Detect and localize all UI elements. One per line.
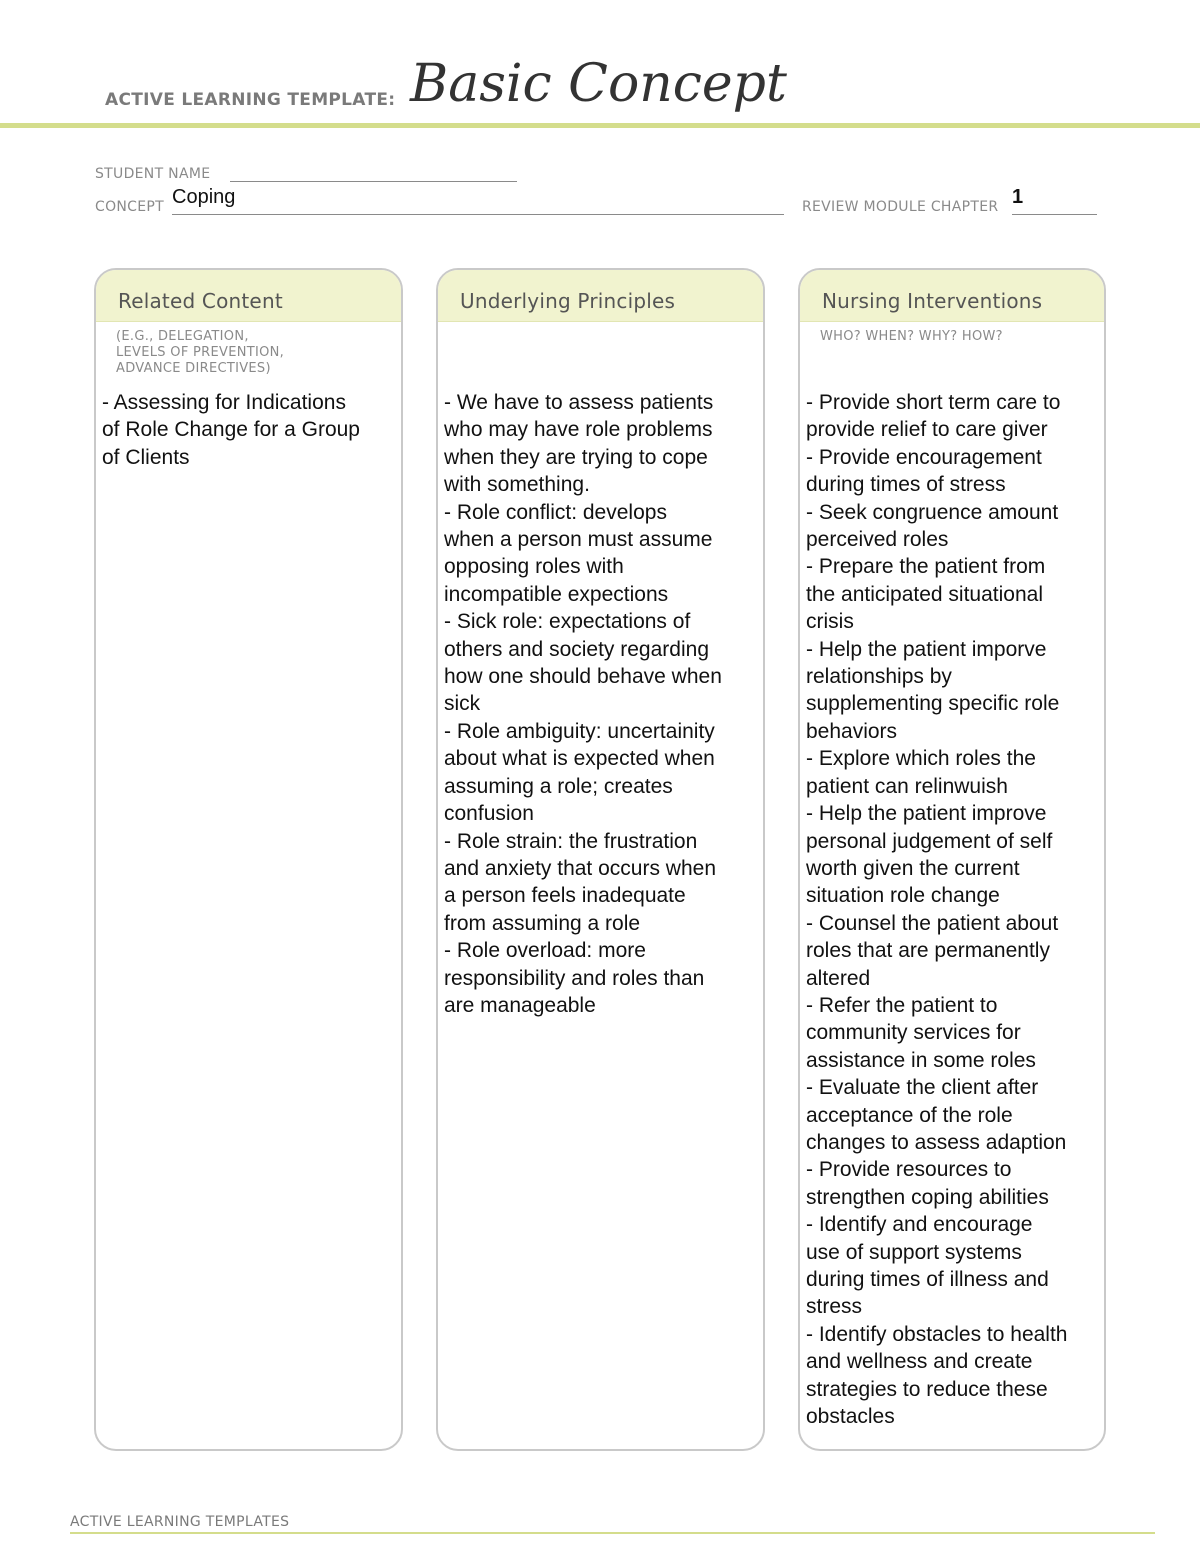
student-name-label: STUDENT NAME [95, 166, 211, 182]
text-line: changes to assess adaption [806, 1130, 1067, 1154]
text-line: - Refer the patient to [806, 993, 998, 1017]
text-line: - Role strain: the frustration [444, 829, 698, 853]
text-line: during times of stress [806, 473, 1006, 497]
text-line: stress [806, 1295, 863, 1319]
text-line: a person feels inadequate [444, 884, 686, 908]
text-line: during times of illness and [806, 1268, 1049, 1291]
nursing-interventions-hint-line: WHO? WHEN? WHY? HOW? [820, 329, 1003, 344]
footer-label: ACTIVE LEARNING TEMPLATES [70, 1514, 290, 1530]
text-line: use of support systems [806, 1240, 1022, 1264]
text-line: - Identify obstacles to health [806, 1322, 1068, 1346]
related-content-hint [96, 322, 401, 377]
related-content-panel [94, 268, 403, 1451]
text-line: - We have to assess patients [444, 391, 714, 414]
text-line: obstacles [806, 1405, 895, 1429]
text-line: - Role overload: more [444, 939, 646, 963]
text-line: community services for [806, 1021, 1021, 1045]
text-line: relationships by [806, 665, 952, 689]
footer-rule [70, 1532, 1155, 1534]
text-line: and wellness and create [806, 1350, 1033, 1374]
underlying-principles-title: Underlying Principles [460, 289, 676, 313]
text-line: acceptance of the role [806, 1103, 1013, 1127]
text-line: responsibility and roles than [444, 966, 705, 990]
text-line: from assuming a role [444, 911, 641, 935]
text-line: assuming a role; creates [444, 774, 673, 798]
text-line: who may have role problems [444, 418, 713, 442]
text-line: of Role Change for a Group [102, 418, 360, 442]
underlying-principles-header [438, 270, 763, 322]
nursing-interventions-panel [798, 268, 1106, 1451]
text-line: sick [444, 692, 481, 716]
text-line: - Seek congruence amount [806, 500, 1059, 524]
related-content-hint-line: (E.G., DELEGATION, [116, 329, 249, 344]
review-module-value[interactable]: 1 [1012, 186, 1024, 208]
text-line: incompatible expections [444, 582, 669, 606]
text-line: assistance in some roles [806, 1048, 1036, 1072]
text-line: altered [806, 966, 871, 990]
text-line: behaviors [806, 719, 898, 743]
concept-line [172, 214, 784, 215]
text-line: perceived roles [806, 528, 949, 552]
nursing-interventions-title: Nursing Interventions [822, 289, 1043, 313]
review-module-line [1012, 214, 1097, 215]
text-line: situation role change [806, 884, 1000, 908]
text-line: how one should behave when [444, 665, 722, 689]
text-line: personal judgement of self [806, 829, 1053, 853]
text-line: - Counsel the patient about [806, 911, 1059, 935]
text-line: crisis [806, 610, 854, 634]
text-line: confusion [444, 802, 534, 826]
review-module-label: REVIEW MODULE CHAPTER [802, 199, 999, 215]
text-line: - Provide short term care to [806, 391, 1061, 414]
text-line: are manageable [444, 993, 596, 1017]
text-line: about what is expected when [444, 747, 715, 771]
template-label: ACTIVE LEARNING TEMPLATE: [105, 90, 396, 110]
text-line: - Identify and encourage [806, 1213, 1033, 1237]
template-title: Basic Concept [410, 54, 787, 114]
text-line: - Sick role: expectations of [444, 610, 691, 634]
text-line: strategies to reduce these [806, 1377, 1048, 1401]
text-line: - Role conflict: develops [444, 500, 667, 524]
text-line: - Provide resources to [806, 1158, 1012, 1182]
text-line: opposing roles with [444, 555, 624, 579]
related-content-hint-line: ADVANCE DIRECTIVES) [116, 361, 271, 376]
text-line: - Help the patient improve [806, 802, 1047, 826]
text-line: patient can relinwuish [806, 774, 1008, 798]
nursing-interventions-header [800, 270, 1104, 322]
text-line: provide relief to care giver [806, 418, 1048, 442]
text-line: - Assessing for Indications [102, 391, 346, 414]
text-line: strengthen coping abilities [806, 1185, 1049, 1209]
text-line: when a person must assume [444, 528, 713, 552]
text-line: worth given the current [806, 856, 1020, 880]
related-content-hint-line: LEVELS OF PREVENTION, [116, 345, 285, 360]
related-content-header [96, 270, 401, 322]
text-line: roles that are permanently [806, 939, 1050, 963]
text-line: - Help the patient imporve [806, 637, 1047, 661]
text-line: when they are trying to cope [444, 445, 708, 469]
text-line: - Explore which roles the [806, 747, 1036, 771]
text-line: - Evaluate the client after [806, 1076, 1039, 1100]
text-line: of Clients [102, 445, 190, 469]
nursing-interventions-body[interactable] [806, 389, 1098, 1430]
nursing-interventions-hint [800, 322, 1104, 345]
text-line: - Prepare the patient from [806, 555, 1046, 579]
underlying-principles-body[interactable] [444, 389, 757, 1019]
text-line: - Provide encouragement [806, 445, 1042, 469]
header-rule [0, 123, 1200, 128]
student-name-line [230, 181, 517, 182]
text-line: supplementing specific role [806, 692, 1060, 716]
concept-label: CONCEPT [95, 199, 164, 215]
text-line: and anxiety that occurs when [444, 856, 716, 880]
text-line: others and society regarding [444, 637, 709, 661]
related-content-body[interactable] [102, 389, 395, 471]
underlying-principles-panel [436, 268, 765, 1451]
concept-value[interactable]: Coping [172, 186, 236, 208]
text-line: the anticipated situational [806, 582, 1043, 606]
related-content-title: Related Content [118, 289, 283, 313]
text-line: with something. [444, 473, 590, 497]
text-line: - Role ambiguity: uncertainity [444, 719, 715, 743]
